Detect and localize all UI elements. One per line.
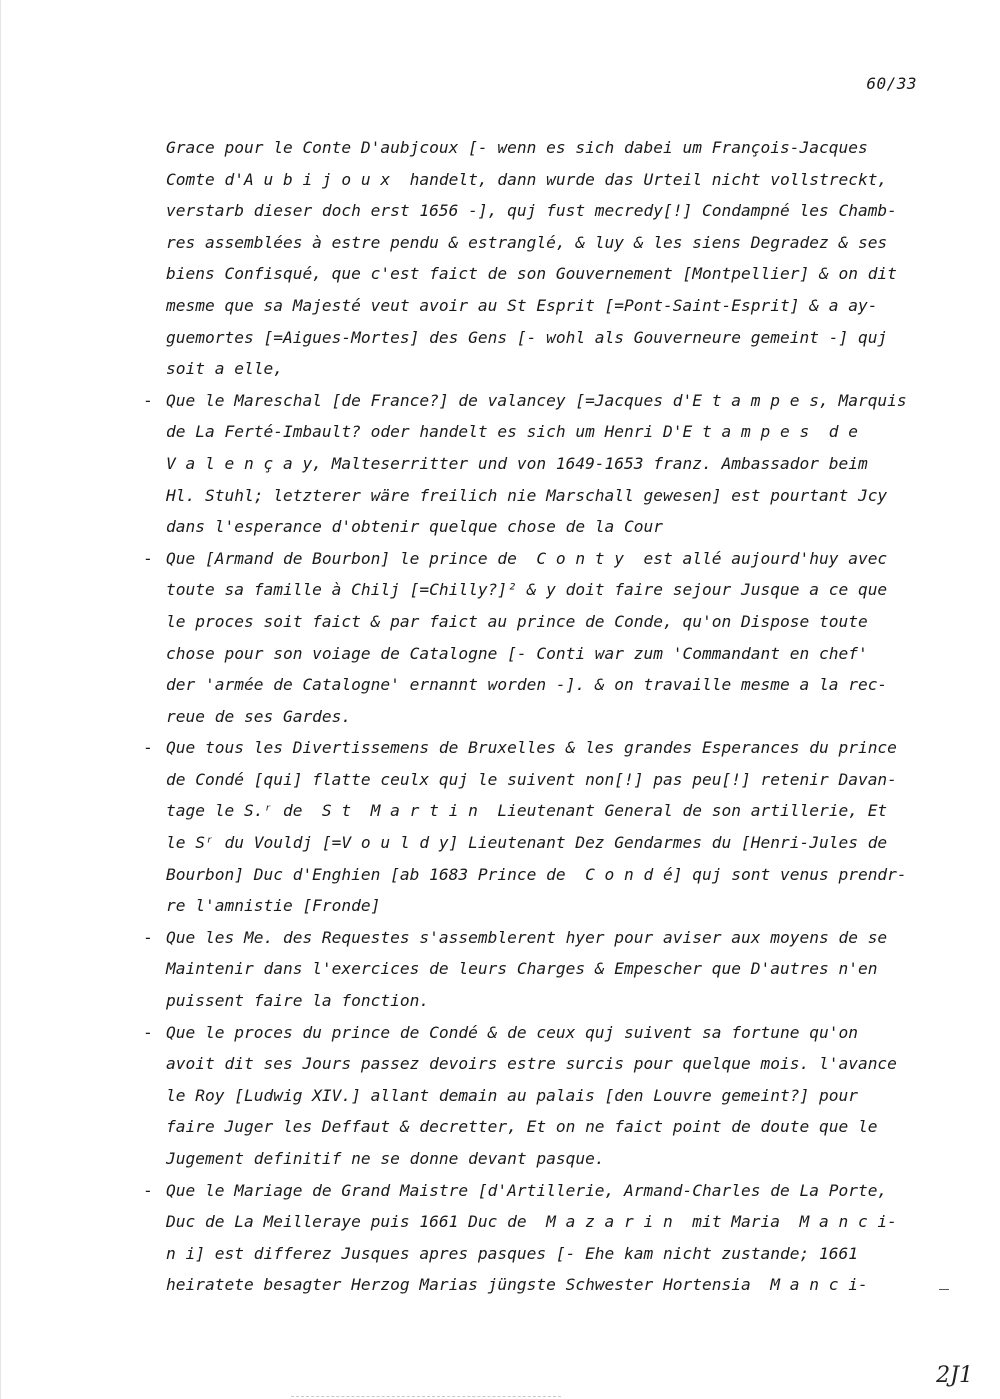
text-line: der 'armée de Catalogne' ernannt worden -]. & on travaille mesme a la rec- — [166, 675, 888, 695]
text-line: avoit dit ses Jours passez devoirs estre surcis pour quelque mois. l'avance — [166, 1054, 897, 1074]
text-line: le proces soit faict & par faict au prince de Conde, qu'on Dispose toute — [166, 611, 868, 631]
text-line: dans l'esperance d'obtenir quelque chose de la Cour — [166, 517, 664, 537]
text-line: le Sʳ du Vouldj [=V o u l d y] Lieutenant Dez Gendarmes du [Henri-Jules de — [166, 833, 888, 853]
text-line: Grace pour le Conte D'aubjcoux [- wenn es sich dabei um François-Jacques — [166, 138, 868, 157]
text-line: tage le S.ʳ de S t M a r t i n Lieutenant General de son artillerie, Et — [166, 801, 888, 821]
text-line: heiratete besagter Herzog Marias jüngste Schwester Hortensia M a n c i- — [166, 1275, 868, 1295]
text-line: verstarb dieser doch erst 1656 -], quj fust mecredy[!] Condampné les Chamb- — [166, 201, 897, 221]
bullet-line: - Que tous les Divertissemens de Bruxelles & les grandes Esperances du prince — [1, 732, 1000, 764]
text-line: V a l e n ç a y, Malteserritter und von 1649-1653 franz. Ambassador beim — [166, 453, 868, 473]
margin-mark — [939, 1289, 949, 1290]
text-line: mesme que sa Majesté veut avoir au St Esprit [=Pont-Saint-Esprit] & a ay- — [166, 295, 878, 315]
text-line: biens Confisqué, que c'est faict de son Gouvernement [Montpellier] & on dit — [166, 264, 897, 284]
text-line: Maintenir dans l'exercices de leurs Charges & Empescher que D'autres n'en — [166, 959, 878, 979]
footer-rule — [291, 1396, 561, 1397]
text-line: soit a elle, — [166, 359, 283, 379]
text-line: n i] est differez Jusques apres pasques [- Ehe kam nicht zustande; 1661 — [166, 1243, 858, 1263]
text-line: puissent faire la fonction. — [166, 991, 430, 1011]
bullet-line: - Que le proces du prince de Condé & de ceux quj suivent sa fortune qu'on — [1, 1017, 1000, 1049]
text-line: res assemblées à estre pendu & estranglé, & luy & les siens Degradez & ses — [166, 232, 888, 252]
text-line: Duc de La Meilleraye puis 1661 Duc de M a z a r i n mit Maria M a n c i- — [166, 1212, 897, 1232]
bullet-line: - Que le Mareschal [de France?] de valancey [=Jacques d'E t a m p e s, Marquis — [1, 385, 1000, 417]
folio-number: 60/33 — [866, 74, 917, 93]
text-line: guemortes [=Aigues-Mortes] des Gens [- wohl als Gouverneure gemeint -] quj — [166, 327, 888, 347]
text-line: le Roy [Ludwig XIV.] allant demain au palais [den Louvre gemeint?] pour — [166, 1085, 858, 1105]
text-line: Jugement definitif ne se donne devant pasque. — [166, 1149, 605, 1168]
text-line: reue de ses Gardes. — [166, 706, 352, 726]
text-line: de Condé [qui] flatte ceulx quj le suivent non[!] pas peu[!] retenir Davan- — [166, 769, 897, 789]
bullet-line: - Que [Armand de Bourbon] le prince de C o n t y est allé aujourd'huy avec — [1, 543, 1000, 575]
bullet-line: - Que les Me. des Requestes s'assemblerent hyer pour aviser aux moyens de se — [1, 922, 1000, 954]
text-line: Bourbon] Duc d'Enghien [ab 1683 Prince de C o n d é] quj sont venus prendr- — [166, 864, 907, 884]
document-body — [1, 132, 1000, 1301]
text-line: re l'amnistie [Fronde] — [166, 896, 381, 916]
text-line: de La Ferté-Imbault? oder handelt es sich um Henri D'E t a m p e s d e — [166, 422, 858, 442]
text-line: Hl. Stuhl; letzterer wäre freilich nie Marschall gewesen] est pourtant Jcy — [166, 485, 888, 505]
text-line: faire Juger les Deffaut & decretter, Et on ne faict point de doute que le — [166, 1117, 878, 1137]
bullet-line: - Que le Mariage de Grand Maistre [d'Artillerie, Armand-Charles de La Porte, — [1, 1175, 1000, 1207]
text-line: chose pour son voiage de Catalogne [- Conti war zum 'Commandant en chef' — [166, 643, 868, 663]
text-line: toute sa famille à Chilj [=Chilly?]² & y doit faire sejour Jusque a ce que — [166, 580, 888, 600]
handwritten-page-number: 2J1 — [936, 1363, 973, 1388]
text-line: Comte d'A u b i j o u x handelt, dann wurde das Urteil nicht vollstreckt, — [166, 169, 888, 189]
